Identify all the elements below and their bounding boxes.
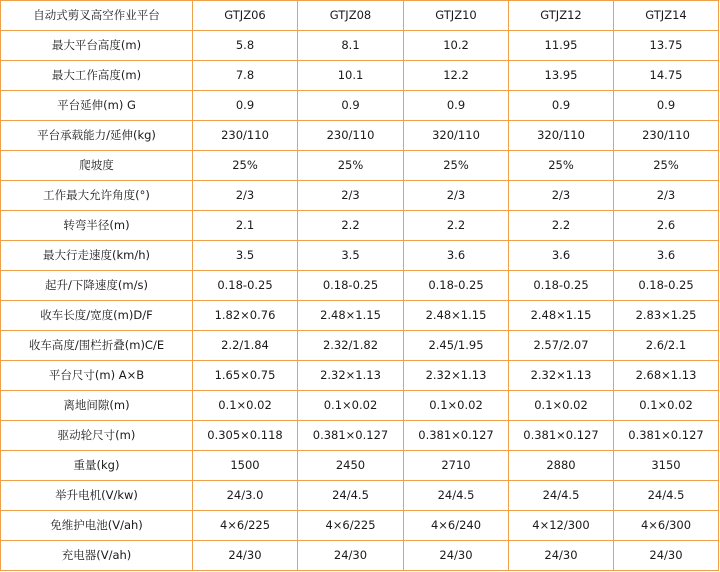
table-row bbox=[1, 151, 719, 181]
cell-value: 24/3.0 bbox=[193, 481, 298, 511]
cell-value: 0.18-0.25 bbox=[509, 271, 614, 301]
cell-value: 3.5 bbox=[193, 241, 298, 271]
cell-value: 0.1×0.02 bbox=[614, 391, 719, 421]
cell-value: 24/30 bbox=[404, 541, 509, 571]
cell-value: 1.65×0.75 bbox=[193, 361, 298, 391]
cell-value: 24/4.5 bbox=[614, 481, 719, 511]
cell-value: 230/110 bbox=[298, 121, 404, 151]
row-label: 平台尺寸(m) A×B bbox=[1, 361, 193, 391]
cell-value: 4×6/225 bbox=[298, 511, 404, 541]
cell-value: 2.48×1.15 bbox=[404, 301, 509, 331]
row-label: 举升电机(V/kw) bbox=[1, 481, 193, 511]
cell-value: 8.1 bbox=[298, 31, 404, 61]
column-header-1: GTJZ08 bbox=[298, 1, 404, 31]
row-label: 最大工作高度(m) bbox=[1, 61, 193, 91]
cell-value: 2.2 bbox=[404, 211, 509, 241]
table-row bbox=[1, 271, 719, 301]
cell-value: 25% bbox=[404, 151, 509, 181]
cell-value: 4×12/300 bbox=[509, 511, 614, 541]
cell-value: 0.9 bbox=[193, 91, 298, 121]
cell-value: 4×6/300 bbox=[614, 511, 719, 541]
cell-value: 24/4.5 bbox=[298, 481, 404, 511]
cell-value: 1500 bbox=[193, 451, 298, 481]
cell-value: 2.48×1.15 bbox=[298, 301, 404, 331]
cell-value: 24/30 bbox=[298, 541, 404, 571]
row-label: 离地间隙(m) bbox=[1, 391, 193, 421]
cell-value: 0.18-0.25 bbox=[404, 271, 509, 301]
cell-value: 3.6 bbox=[614, 241, 719, 271]
cell-value: 320/110 bbox=[509, 121, 614, 151]
table-row bbox=[1, 541, 719, 571]
cell-value: 25% bbox=[509, 151, 614, 181]
cell-value: 320/110 bbox=[404, 121, 509, 151]
table-row bbox=[1, 181, 719, 211]
table-row bbox=[1, 391, 719, 421]
cell-value: 7.8 bbox=[193, 61, 298, 91]
cell-value: 0.381×0.127 bbox=[509, 421, 614, 451]
cell-value: 2.2 bbox=[298, 211, 404, 241]
cell-value: 2.6 bbox=[614, 211, 719, 241]
cell-value: 2.68×1.13 bbox=[614, 361, 719, 391]
cell-value: 0.305×0.118 bbox=[193, 421, 298, 451]
table-row bbox=[1, 301, 719, 331]
table-row bbox=[1, 241, 719, 271]
cell-value: 2/3 bbox=[404, 181, 509, 211]
cell-value: 3.5 bbox=[298, 241, 404, 271]
cell-value: 13.75 bbox=[614, 31, 719, 61]
row-label: 免维护电池(V/ah) bbox=[1, 511, 193, 541]
cell-value: 0.381×0.127 bbox=[298, 421, 404, 451]
table-row bbox=[1, 121, 719, 151]
cell-value: 10.1 bbox=[298, 61, 404, 91]
cell-value: 2.32/1.82 bbox=[298, 331, 404, 361]
cell-value: 2/3 bbox=[614, 181, 719, 211]
cell-value: 0.381×0.127 bbox=[614, 421, 719, 451]
cell-value: 1.82×0.76 bbox=[193, 301, 298, 331]
column-header-0: GTJZ06 bbox=[193, 1, 298, 31]
row-label: 工作最大允许角度(°) bbox=[1, 181, 193, 211]
cell-value: 11.95 bbox=[509, 31, 614, 61]
cell-value: 230/110 bbox=[193, 121, 298, 151]
cell-value: 0.18-0.25 bbox=[614, 271, 719, 301]
table-row bbox=[1, 361, 719, 391]
cell-value: 2/3 bbox=[193, 181, 298, 211]
cell-value: 3.6 bbox=[404, 241, 509, 271]
cell-value: 4×6/240 bbox=[404, 511, 509, 541]
column-header-3: GTJZ12 bbox=[509, 1, 614, 31]
cell-value: 0.1×0.02 bbox=[193, 391, 298, 421]
cell-value: 4×6/225 bbox=[193, 511, 298, 541]
table-header bbox=[1, 1, 719, 31]
row-label: 最大平台高度(m) bbox=[1, 31, 193, 61]
cell-value: 0.1×0.02 bbox=[404, 391, 509, 421]
cell-value: 0.9 bbox=[404, 91, 509, 121]
header-row bbox=[1, 1, 719, 31]
cell-value: 0.9 bbox=[614, 91, 719, 121]
cell-value: 25% bbox=[193, 151, 298, 181]
cell-value: 2.45/1.95 bbox=[404, 331, 509, 361]
cell-value: 2450 bbox=[298, 451, 404, 481]
table-corner-label: 自动式剪叉高空作业平台 bbox=[1, 1, 193, 31]
row-label: 爬坡度 bbox=[1, 151, 193, 181]
cell-value: 25% bbox=[298, 151, 404, 181]
cell-value: 24/4.5 bbox=[509, 481, 614, 511]
cell-value: 2.6/2.1 bbox=[614, 331, 719, 361]
column-header-4: GTJZ14 bbox=[614, 1, 719, 31]
cell-value: 24/30 bbox=[614, 541, 719, 571]
table-row bbox=[1, 421, 719, 451]
cell-value: 2.2/1.84 bbox=[193, 331, 298, 361]
cell-value: 2.83×1.25 bbox=[614, 301, 719, 331]
cell-value: 2/3 bbox=[298, 181, 404, 211]
cell-value: 0.1×0.02 bbox=[509, 391, 614, 421]
cell-value: 0.1×0.02 bbox=[298, 391, 404, 421]
cell-value: 3.6 bbox=[509, 241, 614, 271]
cell-value: 2.1 bbox=[193, 211, 298, 241]
row-label: 收车高度/围栏折叠(m)C/E bbox=[1, 331, 193, 361]
cell-value: 0.18-0.25 bbox=[298, 271, 404, 301]
cell-value: 3150 bbox=[614, 451, 719, 481]
table-body bbox=[1, 31, 719, 571]
row-label: 平台承载能力/延伸(kg) bbox=[1, 121, 193, 151]
row-label: 重量(kg) bbox=[1, 451, 193, 481]
column-header-2: GTJZ10 bbox=[404, 1, 509, 31]
cell-value: 25% bbox=[614, 151, 719, 181]
cell-value: 230/110 bbox=[614, 121, 719, 151]
cell-value: 0.381×0.127 bbox=[404, 421, 509, 451]
cell-value: 10.2 bbox=[404, 31, 509, 61]
cell-value: 2.32×1.13 bbox=[298, 361, 404, 391]
table-row bbox=[1, 211, 719, 241]
table-row bbox=[1, 91, 719, 121]
cell-value: 14.75 bbox=[614, 61, 719, 91]
cell-value: 2710 bbox=[404, 451, 509, 481]
cell-value: 0.9 bbox=[509, 91, 614, 121]
table-row bbox=[1, 511, 719, 541]
cell-value: 24/4.5 bbox=[404, 481, 509, 511]
cell-value: 0.9 bbox=[298, 91, 404, 121]
cell-value: 24/30 bbox=[193, 541, 298, 571]
table-row bbox=[1, 61, 719, 91]
table-row bbox=[1, 451, 719, 481]
row-label: 最大行走速度(km/h) bbox=[1, 241, 193, 271]
row-label: 充电器(V/ah) bbox=[1, 541, 193, 571]
cell-value: 2.48×1.15 bbox=[509, 301, 614, 331]
cell-value: 2.32×1.13 bbox=[509, 361, 614, 391]
row-label: 起升/下降速度(m/s) bbox=[1, 271, 193, 301]
row-label: 平台延伸(m) G bbox=[1, 91, 193, 121]
cell-value: 0.18-0.25 bbox=[193, 271, 298, 301]
table-row bbox=[1, 481, 719, 511]
row-label: 收车长度/宽度(m)D/F bbox=[1, 301, 193, 331]
cell-value: 2/3 bbox=[509, 181, 614, 211]
row-label: 转弯半径(m) bbox=[1, 211, 193, 241]
cell-value: 24/30 bbox=[509, 541, 614, 571]
cell-value: 2880 bbox=[509, 451, 614, 481]
cell-value: 2.32×1.13 bbox=[404, 361, 509, 391]
cell-value: 2.57/2.07 bbox=[509, 331, 614, 361]
cell-value: 12.2 bbox=[404, 61, 509, 91]
cell-value: 5.8 bbox=[193, 31, 298, 61]
table-row bbox=[1, 331, 719, 361]
cell-value: 13.95 bbox=[509, 61, 614, 91]
table-row bbox=[1, 31, 719, 61]
cell-value: 2.2 bbox=[509, 211, 614, 241]
row-label: 驱动轮尺寸(m) bbox=[1, 421, 193, 451]
